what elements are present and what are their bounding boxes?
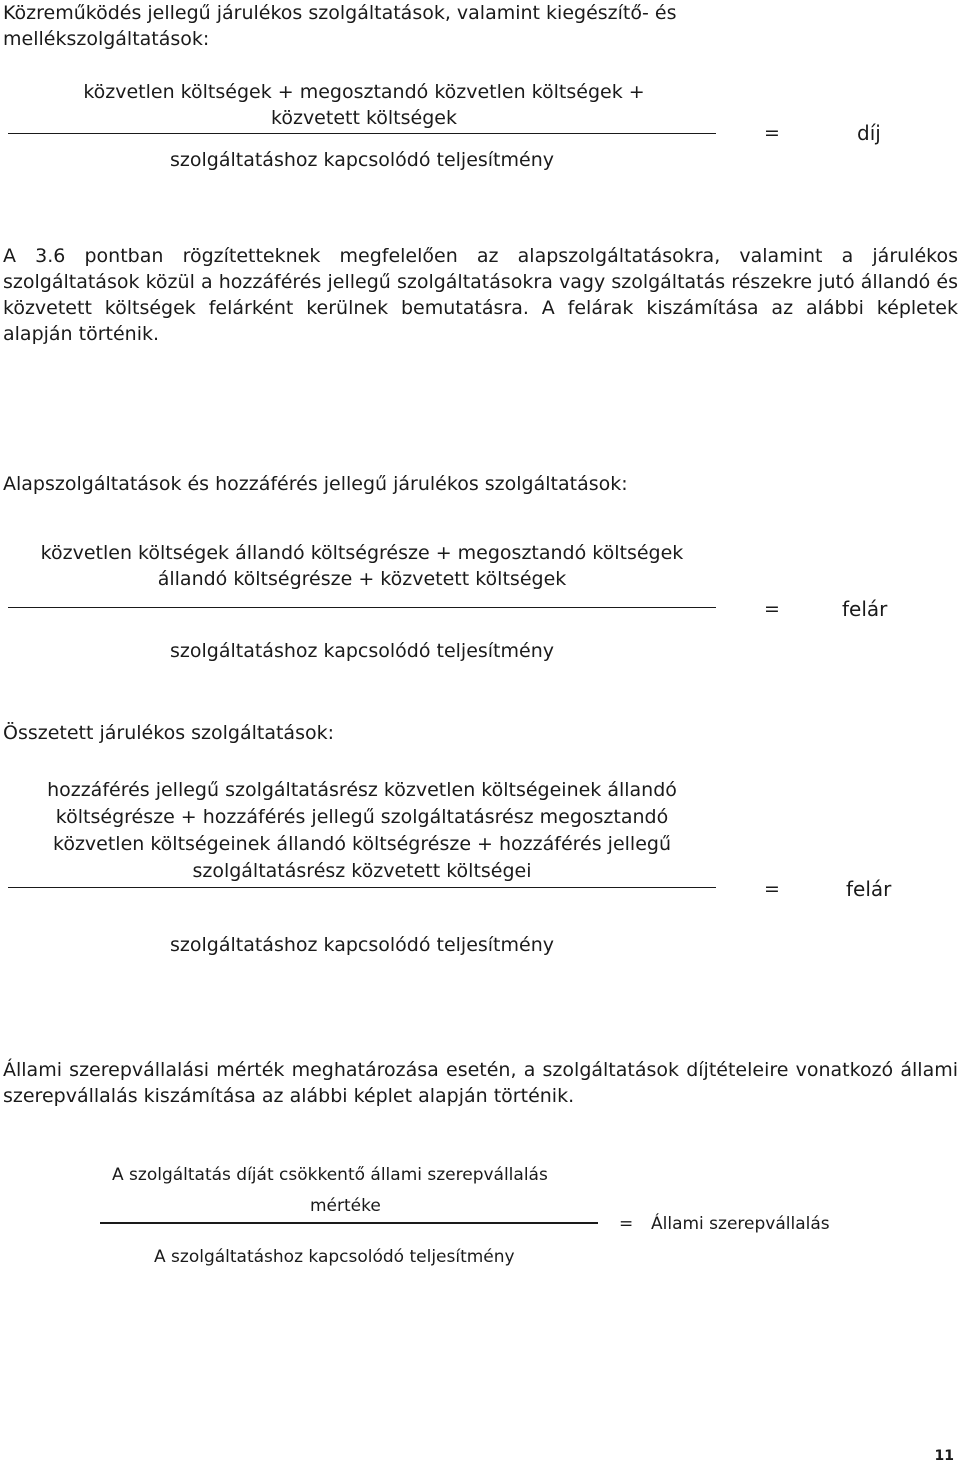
formula2-numerator-line1: közvetlen költségek állandó költségrésze + megosztandó költségek bbox=[40, 542, 684, 564]
paragraph-felar-intro: A 3.6 pontban rögzítetteknek megfelelően az alapszolgáltatásokra, valamint a járulékos szolgáltatások közül a hozzáférés jellegű szolgáltatásokra vagy szolgáltatás részekre jutó állandó és közvetett költségek felárként kerülnek bemutatásra. A felárak kiszámítása az alábbi képletek alapján történik. bbox=[3, 245, 958, 345]
formula3-numerator-line2: költségrésze + hozzáférés jellegű szolgáltatásrész megosztandó bbox=[55, 806, 669, 828]
formula4-numerator-line1: A szolgáltatás díját csökkentő állami szerepvállalás bbox=[112, 1165, 548, 1185]
formula3-result: felár bbox=[846, 877, 892, 901]
formula3-numerator-line1: hozzáférés jellegű szolgáltatásrész közvetlen költségeinek állandó bbox=[47, 779, 677, 801]
section1-heading-line2: mellékszolgáltatások: bbox=[3, 28, 210, 50]
formula1-result: díj bbox=[857, 121, 881, 145]
formula2-equals: = bbox=[764, 598, 780, 620]
formula4-numerator-line2: mértéke bbox=[310, 1196, 381, 1216]
formula3-fraction-bar bbox=[8, 887, 716, 888]
formula3-numerator-line3: közvetlen költségeinek állandó költségrésze + hozzáférés jellegű bbox=[53, 833, 671, 855]
formula1-fraction-bar bbox=[8, 133, 716, 134]
formula2-result: felár bbox=[842, 597, 888, 621]
section2-heading: Alapszolgáltatások és hozzáférés jellegű járulékos szolgáltatások: bbox=[3, 473, 628, 495]
formula4-equals: = bbox=[619, 1214, 634, 1234]
formula3-numerator-line4: szolgáltatásrész közvetett költségei bbox=[192, 860, 532, 882]
page-number: 11 bbox=[934, 1448, 954, 1464]
formula1-numerator-line2: közvetett költségek bbox=[271, 107, 457, 129]
formula2-denominator: szolgáltatáshoz kapcsolódó teljesítmény bbox=[170, 640, 554, 662]
formula1-numerator-line1: közvetlen költségek + megosztandó közvetlen költségek + bbox=[83, 81, 645, 103]
formula4-result: Állami szerepvállalás bbox=[651, 1214, 830, 1234]
formula3-denominator: szolgáltatáshoz kapcsolódó teljesítmény bbox=[170, 934, 554, 956]
formula2-fraction-bar bbox=[8, 607, 716, 608]
formula3-equals: = bbox=[764, 878, 780, 900]
paragraph-allami-szerepvallalas: Állami szerepvállalási mérték meghatározása esetén, a szolgáltatások díjtételeire vonatkozó állami szerepvállalás kiszámítása az alábbi képlet alapján történik. bbox=[3, 1059, 958, 1107]
formula1-denominator: szolgáltatáshoz kapcsolódó teljesítmény bbox=[170, 149, 554, 171]
formula4-fraction-bar bbox=[100, 1222, 598, 1224]
formula1-equals: = bbox=[764, 122, 780, 144]
formula2-numerator-line2: állandó költségrésze + közvetett költségek bbox=[157, 568, 567, 590]
section1-heading-line1: Közreműködés jellegű járulékos szolgáltatások, valamint kiegészítő- és bbox=[3, 2, 677, 24]
section3-heading: Összetett járulékos szolgáltatások: bbox=[3, 722, 334, 744]
formula4-denominator: A szolgáltatáshoz kapcsolódó teljesítmény bbox=[154, 1247, 515, 1267]
